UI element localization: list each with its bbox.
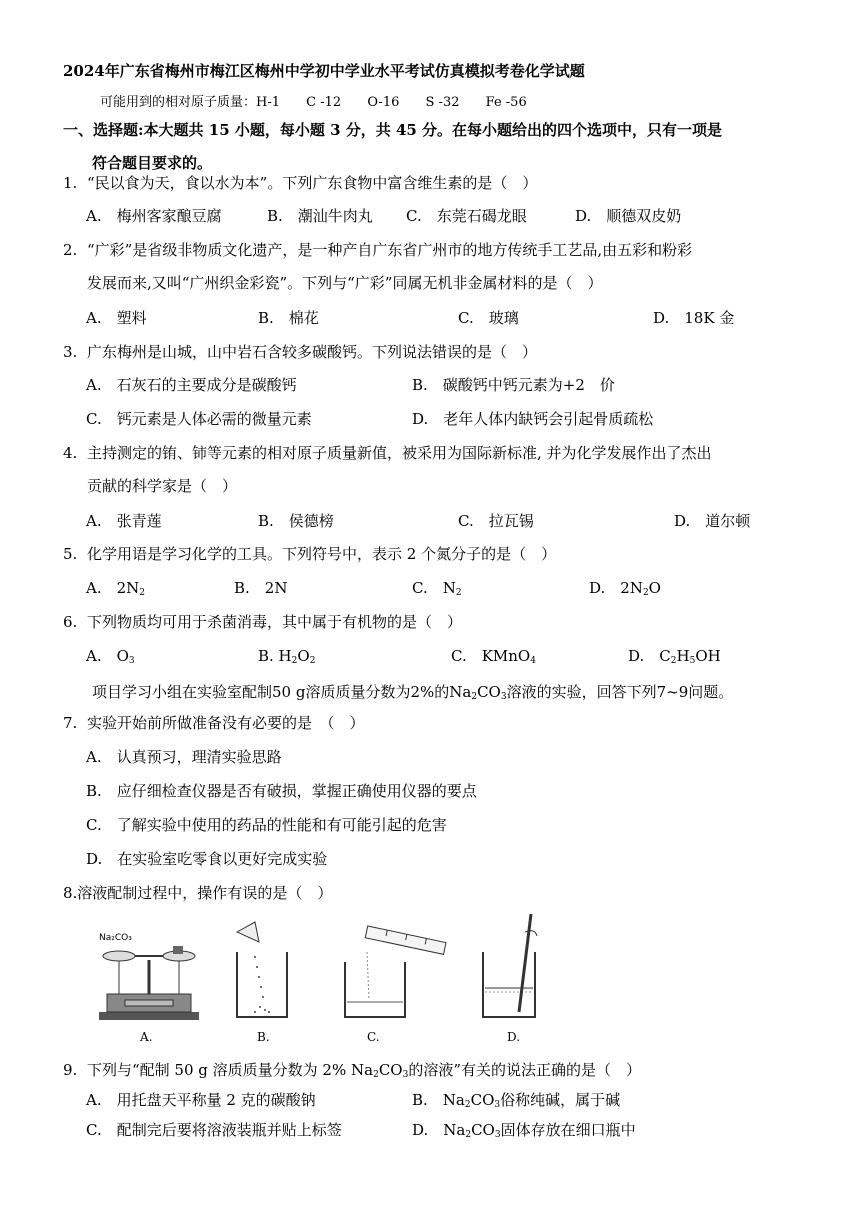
exam-title: 2024年广东省梅州市梅江区梅州中学初中学业水平考试仿真模拟考卷化学试题 bbox=[63, 62, 585, 80]
question-2 bbox=[63, 234, 823, 300]
option-b: B. 应仔细检查仪器是否有破损，掌握正确使用仪器的要点 bbox=[86, 782, 477, 800]
option-d: D. 老年人体内缺钙会引起骨质疏松 bbox=[412, 410, 654, 428]
balance-base bbox=[99, 1012, 199, 1020]
stirring-figure bbox=[475, 912, 555, 1027]
question-number: 3. bbox=[63, 343, 78, 361]
falling-powder bbox=[254, 956, 270, 1013]
question-number: 9. bbox=[63, 1061, 78, 1079]
question-number: 7. bbox=[63, 714, 78, 732]
option-b: B. $H_2O_2$ bbox=[258, 647, 316, 666]
question-stem-line-1: 主持测定的铕、铈等元素的相对原子质量新值，被采用为国际新标准, 并为化学发展作出了杰出 bbox=[87, 444, 712, 462]
left-pan bbox=[103, 951, 135, 961]
option-a: A. 用托盘天平称量 2 克的碳酸钠 bbox=[86, 1091, 316, 1109]
question-3-options-row-1 bbox=[86, 369, 826, 402]
question-stem: 化学用语是学习化学的工具。下列符号中，表示 2 个氮分子的是（ ） bbox=[87, 545, 557, 563]
question-number: 5. bbox=[63, 545, 78, 563]
section-line-2: 符合题目要求的。 bbox=[92, 154, 213, 172]
question-9: 9. 下列与“配制 50 g 溶质质量分数为 2% $Na_2CO_3$的溶液”有关的说法正确的是（ ） bbox=[63, 1054, 823, 1092]
option-a: A. $O_3$ bbox=[86, 647, 135, 666]
balance-label: Na₂CO₃ bbox=[99, 933, 132, 943]
atomic-mass-fe: Fe -56 bbox=[485, 95, 527, 110]
question-4-options bbox=[86, 505, 826, 538]
option-c: C. $N_2$ bbox=[412, 579, 462, 598]
atomic-mass-o: O-16 bbox=[367, 95, 400, 110]
question-6-options bbox=[86, 640, 826, 673]
beaker-b bbox=[237, 952, 287, 1017]
option-d: D. 顺德双皮奶 bbox=[575, 207, 682, 225]
question-5-options bbox=[86, 572, 826, 605]
option-d: D. 18K 金 bbox=[653, 309, 735, 327]
option-b: B. 潮汕牛肉丸 bbox=[267, 207, 373, 225]
question-number: 6. bbox=[63, 613, 78, 631]
option-c: C. 了解实验中使用的药品的性能和有可能引起的危害 bbox=[86, 816, 447, 834]
question-stem-line-2: 发展而来,又叫“广州织金彩瓷”。下列与“广彩”同属无机非金属材料的是（ ） bbox=[87, 274, 603, 292]
balance-scale-bar bbox=[125, 1000, 173, 1006]
question-6 bbox=[63, 606, 823, 639]
question-stem: “民以食为天，食以水为本”。下列广东食物中富含维生素的是（ ） bbox=[87, 174, 538, 192]
atomic-mass-s: S -32 bbox=[425, 95, 460, 110]
beaker-c bbox=[345, 962, 405, 1017]
atomic-mass-intro: 可能用到的相对原子质量：H-1 bbox=[100, 95, 281, 110]
option-a: A. 石灰石的主要成分是碳酸钙 bbox=[86, 376, 297, 394]
option-d: D. $C_2H_5OH$ bbox=[628, 647, 721, 666]
question-4 bbox=[63, 437, 823, 503]
option-d: D. $Na_2CO_3$固体存放在细口瓶中 bbox=[412, 1121, 636, 1140]
option-c: C. 东莞石碣龙眼 bbox=[406, 207, 527, 225]
cylinder-pouring-figure bbox=[335, 912, 455, 1027]
balance-figure bbox=[95, 912, 205, 1027]
atomic-mass-c: C -12 bbox=[306, 95, 342, 110]
figure-label-c: C. bbox=[367, 1030, 380, 1044]
question-1 bbox=[63, 167, 823, 200]
beaker-pouring-figure bbox=[225, 912, 305, 1027]
question-number: 4. bbox=[63, 444, 78, 462]
question-number: 2. bbox=[63, 241, 78, 259]
option-b: B. 棉花 bbox=[258, 309, 319, 327]
option-c: C. KMnO$_4$ bbox=[451, 647, 536, 666]
option-b: B. 侯德榜 bbox=[258, 512, 334, 530]
option-c: C. 玻璃 bbox=[458, 309, 519, 327]
option-a: A. $2N_2$ bbox=[86, 579, 146, 598]
option-a: A. 塑料 bbox=[86, 309, 147, 327]
question-3-options-row-2 bbox=[86, 403, 826, 436]
question-7 bbox=[63, 707, 823, 740]
option-d: D. 道尔顿 bbox=[674, 512, 751, 530]
question-3 bbox=[63, 336, 823, 369]
question-stem: 实验开始前所做准备没有必要的是 （ ） bbox=[87, 714, 365, 732]
question-1-options bbox=[86, 200, 826, 233]
question-8-figures bbox=[95, 912, 555, 1052]
figure-label-a: A. bbox=[140, 1030, 153, 1044]
option-b: B. 2N bbox=[234, 579, 288, 597]
option-a: A. 张青莲 bbox=[86, 512, 162, 530]
paper-scoop bbox=[237, 922, 259, 942]
question-9-options-row-1 bbox=[86, 1084, 826, 1117]
question-stem: 下列物质均可用于杀菌消毒，其中属于有机物的是（ ） bbox=[87, 613, 463, 631]
question-8 bbox=[63, 877, 823, 910]
question-stem: 广东梅州是山城，山中岩石含较多碳酸钙。下列说法错误的是（ ） bbox=[87, 343, 538, 361]
question-9-options-row-2 bbox=[86, 1114, 826, 1147]
measuring-cylinder bbox=[365, 926, 446, 954]
option-a: A. 梅州客家酿豆腐 bbox=[86, 207, 222, 225]
experiment-intro: 项目学习小组在实验室配制50 g溶质质量分数为2%的$Na_2CO_3$溶液的实验，回答下列7~9问题。 bbox=[92, 683, 734, 702]
option-b: B. $Na_2CO_3$俗称纯碱，属于碱 bbox=[412, 1091, 621, 1110]
question-stem-line-1: “广彩”是省级非物质文化遗产，是一种产自广东省广州市的地方传统手工艺品,由五彩和粉彩 bbox=[87, 241, 693, 259]
figure-label-b: B. bbox=[257, 1030, 270, 1044]
option-d: D. 在实验室吃零食以更好完成实验 bbox=[86, 850, 328, 868]
option-d: D. $2N_2O$ bbox=[589, 579, 661, 598]
question-2-options bbox=[86, 302, 826, 335]
question-5 bbox=[63, 538, 823, 571]
question-number: 1. bbox=[63, 174, 78, 192]
glass-rod bbox=[519, 914, 531, 1012]
beaker-d bbox=[483, 952, 535, 1017]
weight bbox=[173, 946, 183, 954]
section-line-1: 一、选择题:本大题共 15 小题，每小题 3 分，共 45 分。在每小题给出的四个选项中，只有一项是 bbox=[63, 121, 723, 139]
figure-label-d: D. bbox=[507, 1030, 521, 1044]
option-c: C. 拉瓦锡 bbox=[458, 512, 534, 530]
option-c: C. 配制完后要将溶液装瓶并贴上标签 bbox=[86, 1121, 342, 1139]
option-c: C. 钙元素是人体必需的微量元素 bbox=[86, 410, 312, 428]
stir-arrow bbox=[525, 931, 537, 936]
question-stem-line-2: 贡献的科学家是（ ） bbox=[87, 477, 238, 495]
atomic-masses bbox=[100, 91, 549, 110]
pouring-stream bbox=[367, 952, 369, 1000]
option-b: B. 碳酸钙中钙元素为+2 价 bbox=[412, 376, 615, 394]
question-stem: 8.溶液配制过程中，操作有误的是（ ） bbox=[63, 884, 333, 902]
option-a: A. 认真预习，理清实验思路 bbox=[86, 748, 282, 766]
